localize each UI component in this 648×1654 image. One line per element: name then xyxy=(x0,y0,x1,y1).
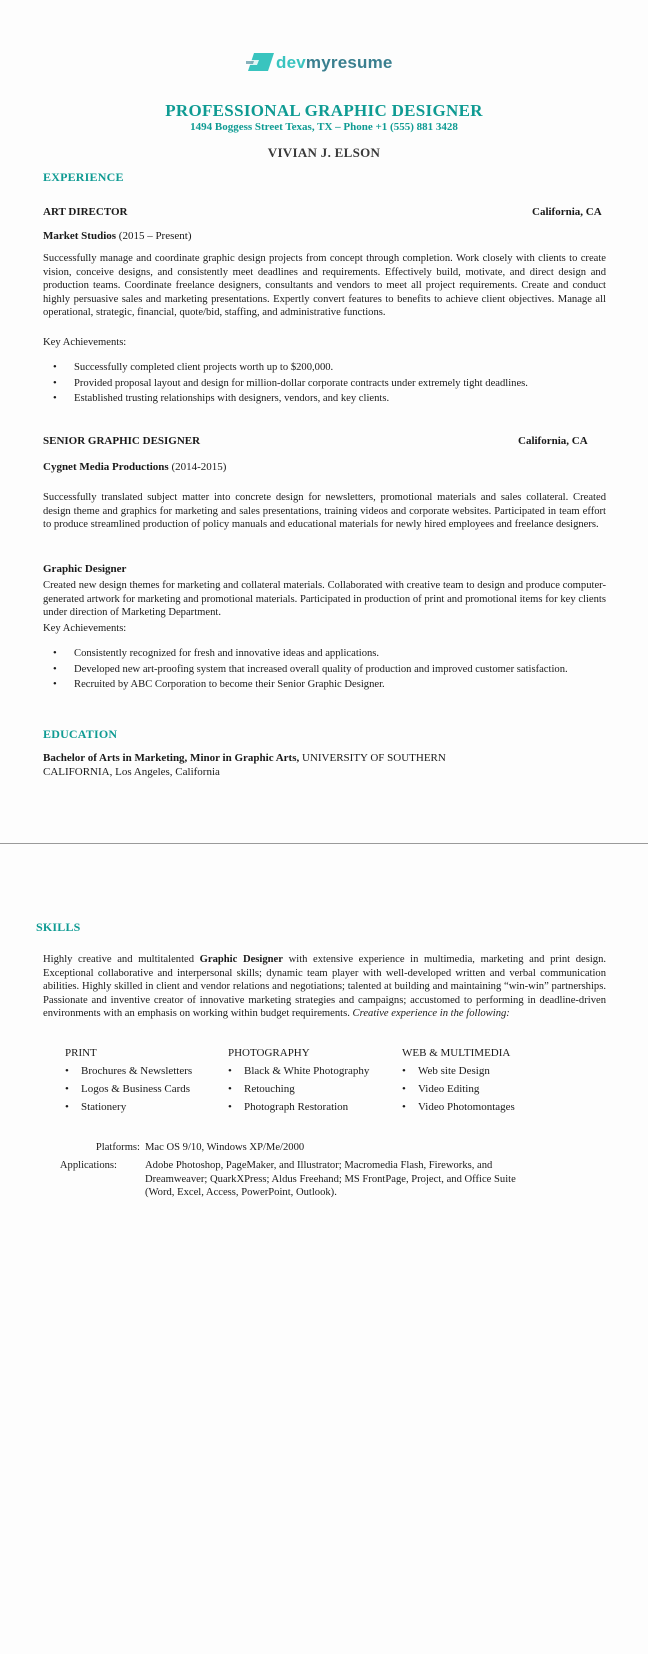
job-company: Cygnet Media Productions (2014-2015) xyxy=(43,461,227,473)
list-item: • Web site Design xyxy=(402,1065,490,1077)
job-location: California, CA xyxy=(518,435,588,447)
logo-wordmark: devmyresume xyxy=(276,53,393,72)
skills-column-photography xyxy=(228,1046,369,1118)
job-title: ART DIRECTOR xyxy=(43,206,128,218)
skills-column-heading: WEB & MULTIMEDIA xyxy=(402,1047,511,1059)
achievements-list xyxy=(43,647,583,694)
platforms-value: Mac OS 9/10, Windows XP/Me/2000 xyxy=(145,1142,305,1153)
list-item: • Consistently recognized for fresh and innovative ideas and applications. xyxy=(53,648,380,659)
list-item: • Recruited by ABC Corporation to become their Senior Graphic Designer. xyxy=(53,679,385,691)
page-divider xyxy=(0,843,648,844)
skills-heading: SKILLS xyxy=(36,920,81,934)
subrole-description: Created new design themes for marketing and collateral materials. Collaborated with creative team to design and produce computer-generated artwork for marketing and promotional materials. Participated in production of print and promotional items for key clients under direction of Marketing Department. xyxy=(43,580,606,619)
list-item: • Established trusting relationships with designers, vendors, and key clients. xyxy=(53,393,390,405)
platforms-label: Platforms: xyxy=(95,1142,140,1153)
list-item: • Successfully completed client projects worth up to $200,000. xyxy=(53,362,334,373)
list-item: • Logos & Business Cards xyxy=(65,1083,191,1095)
candidate-name: VIVIAN J. ELSON xyxy=(267,145,381,160)
key-achievements-label: Key Achievements: xyxy=(43,337,127,348)
job-company: Market Studios (2015 – Present) xyxy=(43,230,192,242)
key-achievements-label: Key Achievements: xyxy=(43,623,127,634)
list-item: • Black & White Photography xyxy=(228,1065,370,1077)
education-heading: EDUCATION xyxy=(43,727,118,741)
contact-line: 1494 Boggess Street Texas, TX – Phone +1 (555) 881 3428 xyxy=(190,121,458,133)
list-item: • Photograph Restoration xyxy=(228,1101,349,1113)
list-item: • Stationery xyxy=(65,1101,127,1113)
achievements-list xyxy=(43,361,553,408)
list-item: • Provided proposal layout and design for million-dollar corporate contracts under extremely tight deadlines. xyxy=(53,377,528,389)
skills-column-print xyxy=(65,1046,192,1118)
resume-title: PROFESSIONAL GRAPHIC DESIGNER xyxy=(165,101,483,120)
experience-heading: EXPERIENCE xyxy=(43,170,124,184)
applications-value: Adobe Photoshop, PageMaker, and Illustrator; Macromedia Flash, Fireworks, and Dreamweaver; QuarkXPress; Aldus Freehand; MS FrontPage, Project, and Office Suite (Word, Excel, Access, PowerPoint, Outlook). xyxy=(145,1160,516,1199)
subrole-title: Graphic Designer xyxy=(43,563,127,575)
list-item: • Video Editing xyxy=(402,1083,480,1095)
list-item: • Retouching xyxy=(228,1083,295,1095)
list-item: • Brochures & Newsletters xyxy=(65,1065,193,1077)
job-location: California, CA xyxy=(532,206,602,218)
skills-column-web-multimedia xyxy=(402,1046,515,1118)
skills-column-heading: PHOTOGRAPHY xyxy=(228,1047,310,1059)
skills-summary: Highly creative and multitalented Graphic Designer with extensive experience in multimedia, marketing and print design. Exceptional collaborative and interpersonal skills; dynamic team player with well-developed written and verbal communication abilities. Highly skilled in client and vendor relations and negotiations; talented at building and maintaining “win-win” partnerships. Passionate and inventive creator of innovative marketing strategies and campaigns; accustomed to performing in deadline-driven environments with an emphasis on working within budget requirements. Creative experience in the following: xyxy=(43,954,607,1020)
skills-column-heading: PRINT xyxy=(65,1047,97,1059)
list-item: • Video Photomontages xyxy=(402,1101,515,1113)
education-entry: Bachelor of Arts in Marketing, Minor in Graphic Arts, UNIVERSITY OF SOUTHERN CALIFORNIA, Los Angeles, California xyxy=(43,752,446,778)
logo-mark-icon xyxy=(246,51,276,73)
job-title: SENIOR GRAPHIC DESIGNER xyxy=(43,435,201,447)
job-description: Successfully manage and coordinate graphic design projects from concept through completion. Work closely with clients to create vision, conceive designs, and consistently meet deadlines and requirements. Effectively build, motivate, and direct design and production teams. Coordinate freelance designers, consultants and vendors to meet all project requirements. Create and conduct highly persuasive sales and marketing presentations. Expertly convert features to benefits to achieve client objectives. Manage all operational, strategic, financial, quote/bid, staffing, and administrative functions. xyxy=(43,253,606,319)
list-item: • Developed new art-proofing system that increased overall quality of production and improved customer satisfaction. xyxy=(53,663,568,675)
job-description: Successfully translated subject matter into concrete design for newsletters, promotional materials and sales collateral. Created design theme and graphics for marketing and sales presentations, training videos and corporate websites. Participated in team effort to produce streamlined production of policy manuals and educational materials for newly hired employees and freelance designers. xyxy=(43,492,606,531)
applications-label: Applications: xyxy=(59,1160,117,1171)
